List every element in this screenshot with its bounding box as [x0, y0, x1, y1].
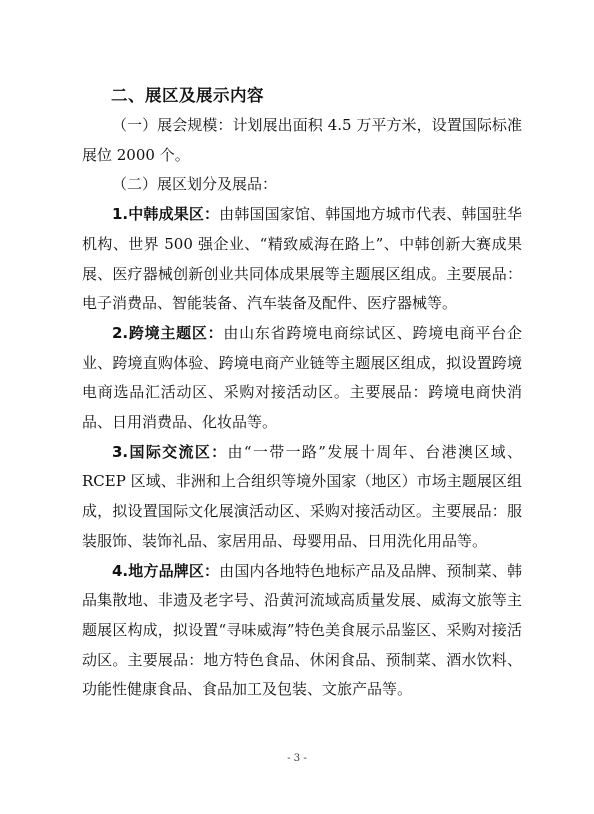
page-number: - 3 -: [287, 753, 307, 764]
paragraph-text: （二）展区划分及展品：: [112, 175, 278, 194]
body-text: [82, 111, 522, 705]
paragraph-text: （一）展会规模：计划展出面积 4.5 万平方米，设置国际标准展位 2000 个。: [82, 116, 522, 164]
paragraph-division: [82, 170, 522, 200]
paragraph-text: 由山东省跨境电商综试区、跨境电商平台企业、跨境直购体验、跨境电商产业链等主题展区组成，拟设置跨境电商选品汇活动区、采购对接活动区。主要展品：跨境电商快消品、日用消费品、化妆品等。: [82, 323, 522, 432]
zone-label: 3.国际交流区：: [112, 442, 228, 461]
paragraph-text: 由“一带一路”发展十周年、台港澳区域、RCEP 区域、非洲和上合组织等境外国家（地区）市场主题展区组成，拟设置国际文化展演活动区、采购对接活动区。主要展品：服装服饰、装饰礼品、家居用品、母婴用品、日用洗化用品等。: [82, 442, 523, 550]
paragraph-zone-3: [82, 438, 522, 557]
paragraph-zone-1: [82, 200, 522, 319]
zone-label: 2.跨境主题区：: [112, 323, 224, 342]
paragraph-scale: [82, 111, 522, 170]
zone-label: 4.地方品牌区：: [112, 561, 220, 580]
section-heading: 二、展区及展示内容: [111, 86, 264, 105]
paragraph-zone-4: [82, 557, 522, 706]
paragraph-text: 由韩国国家馆、韩国地方城市代表、韩国驻华机构、世界 500 强企业、“精致威海在路上”、中韩创新大赛成果展、医疗器械创新创业共同体成果展等主题展区组成。主要展品：电子消费品、智能装备、汽车装备及配件、医疗器械等。: [82, 205, 522, 313]
paragraph-zone-2: [82, 319, 522, 438]
zone-label: 1.中韩成果区：: [112, 205, 220, 224]
paragraph-text: 由国内各地特色地标产品及品牌、预制菜、韩品集散地、非遗及老字号、沿黄河流域高质量发展、威海文旅等主题展区构成，拟设置“寻味威海”特色美食展示品鉴区、采购对接活动区。主要展品：地方特色食品、休闲食品、预制菜、酒水饮料、功能性健康食品、食品加工及包装、文旅产品等。: [82, 561, 522, 699]
